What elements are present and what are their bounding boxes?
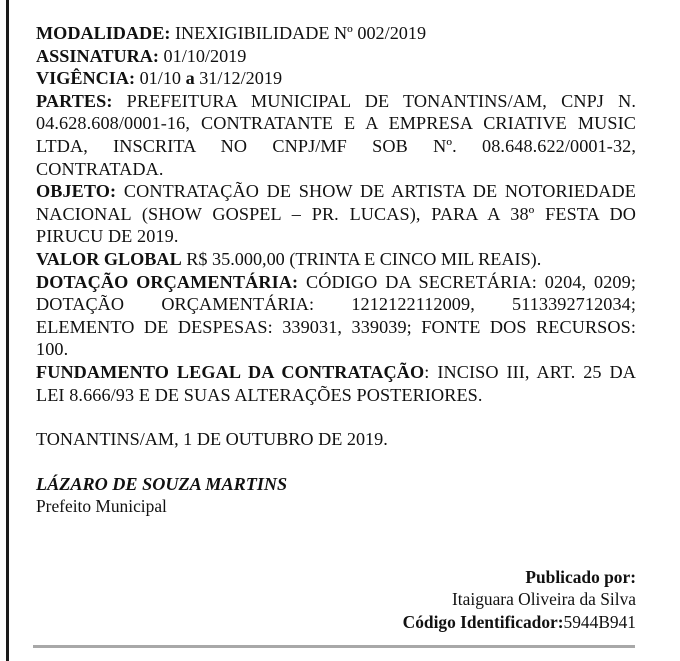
entry-assinatura-label: ASSINATURA: (36, 45, 159, 66)
publisher-name: Itaiguara Oliveira da Silva (452, 589, 636, 610)
entry-modalidade-label: MODALIDADE: (36, 23, 171, 43)
entry-valor-global-label: VALOR GLOBAL (36, 248, 182, 269)
entry-partes-value: PREFEITURA MUNICIPAL DE TONANTINS/AM, CNPJ N. 04.628.608/0001-16, CONTRATANTE E A EMPRESA CRIATIVE MUSIC LTDA, INSCRITA NO CNPJ/MF SOB Nº. 08.648.622/0001-32, CONTRATADA. (36, 90, 636, 179)
scan-edge-artifact (6, 0, 9, 661)
entry-valor-global (36, 248, 636, 271)
published-by-label: Publicado por: (525, 567, 636, 587)
spacer-before-place-date (36, 406, 636, 428)
entry-vigencia (36, 67, 636, 90)
entry-valor-global-value: R$ 35.000,00 (TRINTA E CINCO MIL REAIS). (181, 248, 542, 269)
identifier-line (36, 611, 636, 633)
entry-partes (36, 90, 636, 180)
spacer-before-signature (36, 451, 636, 473)
signatory-name: LÁZARO DE SOUZA MARTINS (36, 473, 288, 494)
identifier-value: 5944B941 (563, 611, 636, 632)
footer-divider-rule (33, 645, 635, 648)
entry-fundamento-legal (36, 361, 636, 406)
entry-fundamento-legal-label: FUNDAMENTO LEGAL DA CONTRATAÇÃO (36, 361, 425, 382)
place-and-date: TONANTINS/AM, 1 DE OUTUBRO DE 2019. (36, 429, 388, 450)
entry-assinatura-value: 01/10/2019 (158, 45, 247, 66)
document-body (36, 22, 636, 517)
entry-objeto-label: OBJETO: (36, 181, 117, 202)
entry-vigencia-label: VIGÊNCIA: (36, 68, 136, 89)
entry-vigencia-connector: a (185, 68, 195, 89)
entry-vigencia-value-end: 31/12/2019 (194, 68, 283, 89)
entry-objeto (36, 180, 636, 248)
entry-modalidade (36, 22, 636, 45)
entry-dotacao-label: DOTAÇÃO ORÇAMENTÁRIA: (36, 271, 299, 292)
entry-modalidade-value: INEXIGIBILIDADE Nº 002/2019 (170, 23, 427, 43)
publication-footer (36, 566, 636, 633)
entry-assinatura (36, 45, 636, 68)
entry-dotacao-value: CÓDIGO DA SECRETÁRIA: 0204, 0209; DOTAÇÃO ORÇAMENTÁRIA: 1212122112009, 5113392712034; ELEMENTO DE DESPESAS: 339031, 339039; FONTE DOS RECURSOS: 100. (36, 271, 636, 360)
identifier-label: Código Identificador: (402, 611, 564, 632)
entry-partes-label: PARTES: (36, 90, 113, 111)
entry-fundamento-legal-value: : INCISO III, ART. 25 DA LEI 8.666/93 E DE SUAS ALTERAÇÕES POSTERIORES. (36, 361, 636, 405)
entry-vigencia-value-start: 01/10 (135, 68, 186, 89)
signatory-role: Prefeito Municipal (36, 496, 167, 517)
entry-dotacao-orcamentaria (36, 271, 636, 361)
entry-objeto-value: CONTRATAÇÃO DE SHOW DE ARTISTA DE NOTORIEDADE NACIONAL (SHOW GOSPEL – PR. LUCAS), PARA A 38º FESTA DO PIRUCU DE 2019. (36, 181, 636, 247)
